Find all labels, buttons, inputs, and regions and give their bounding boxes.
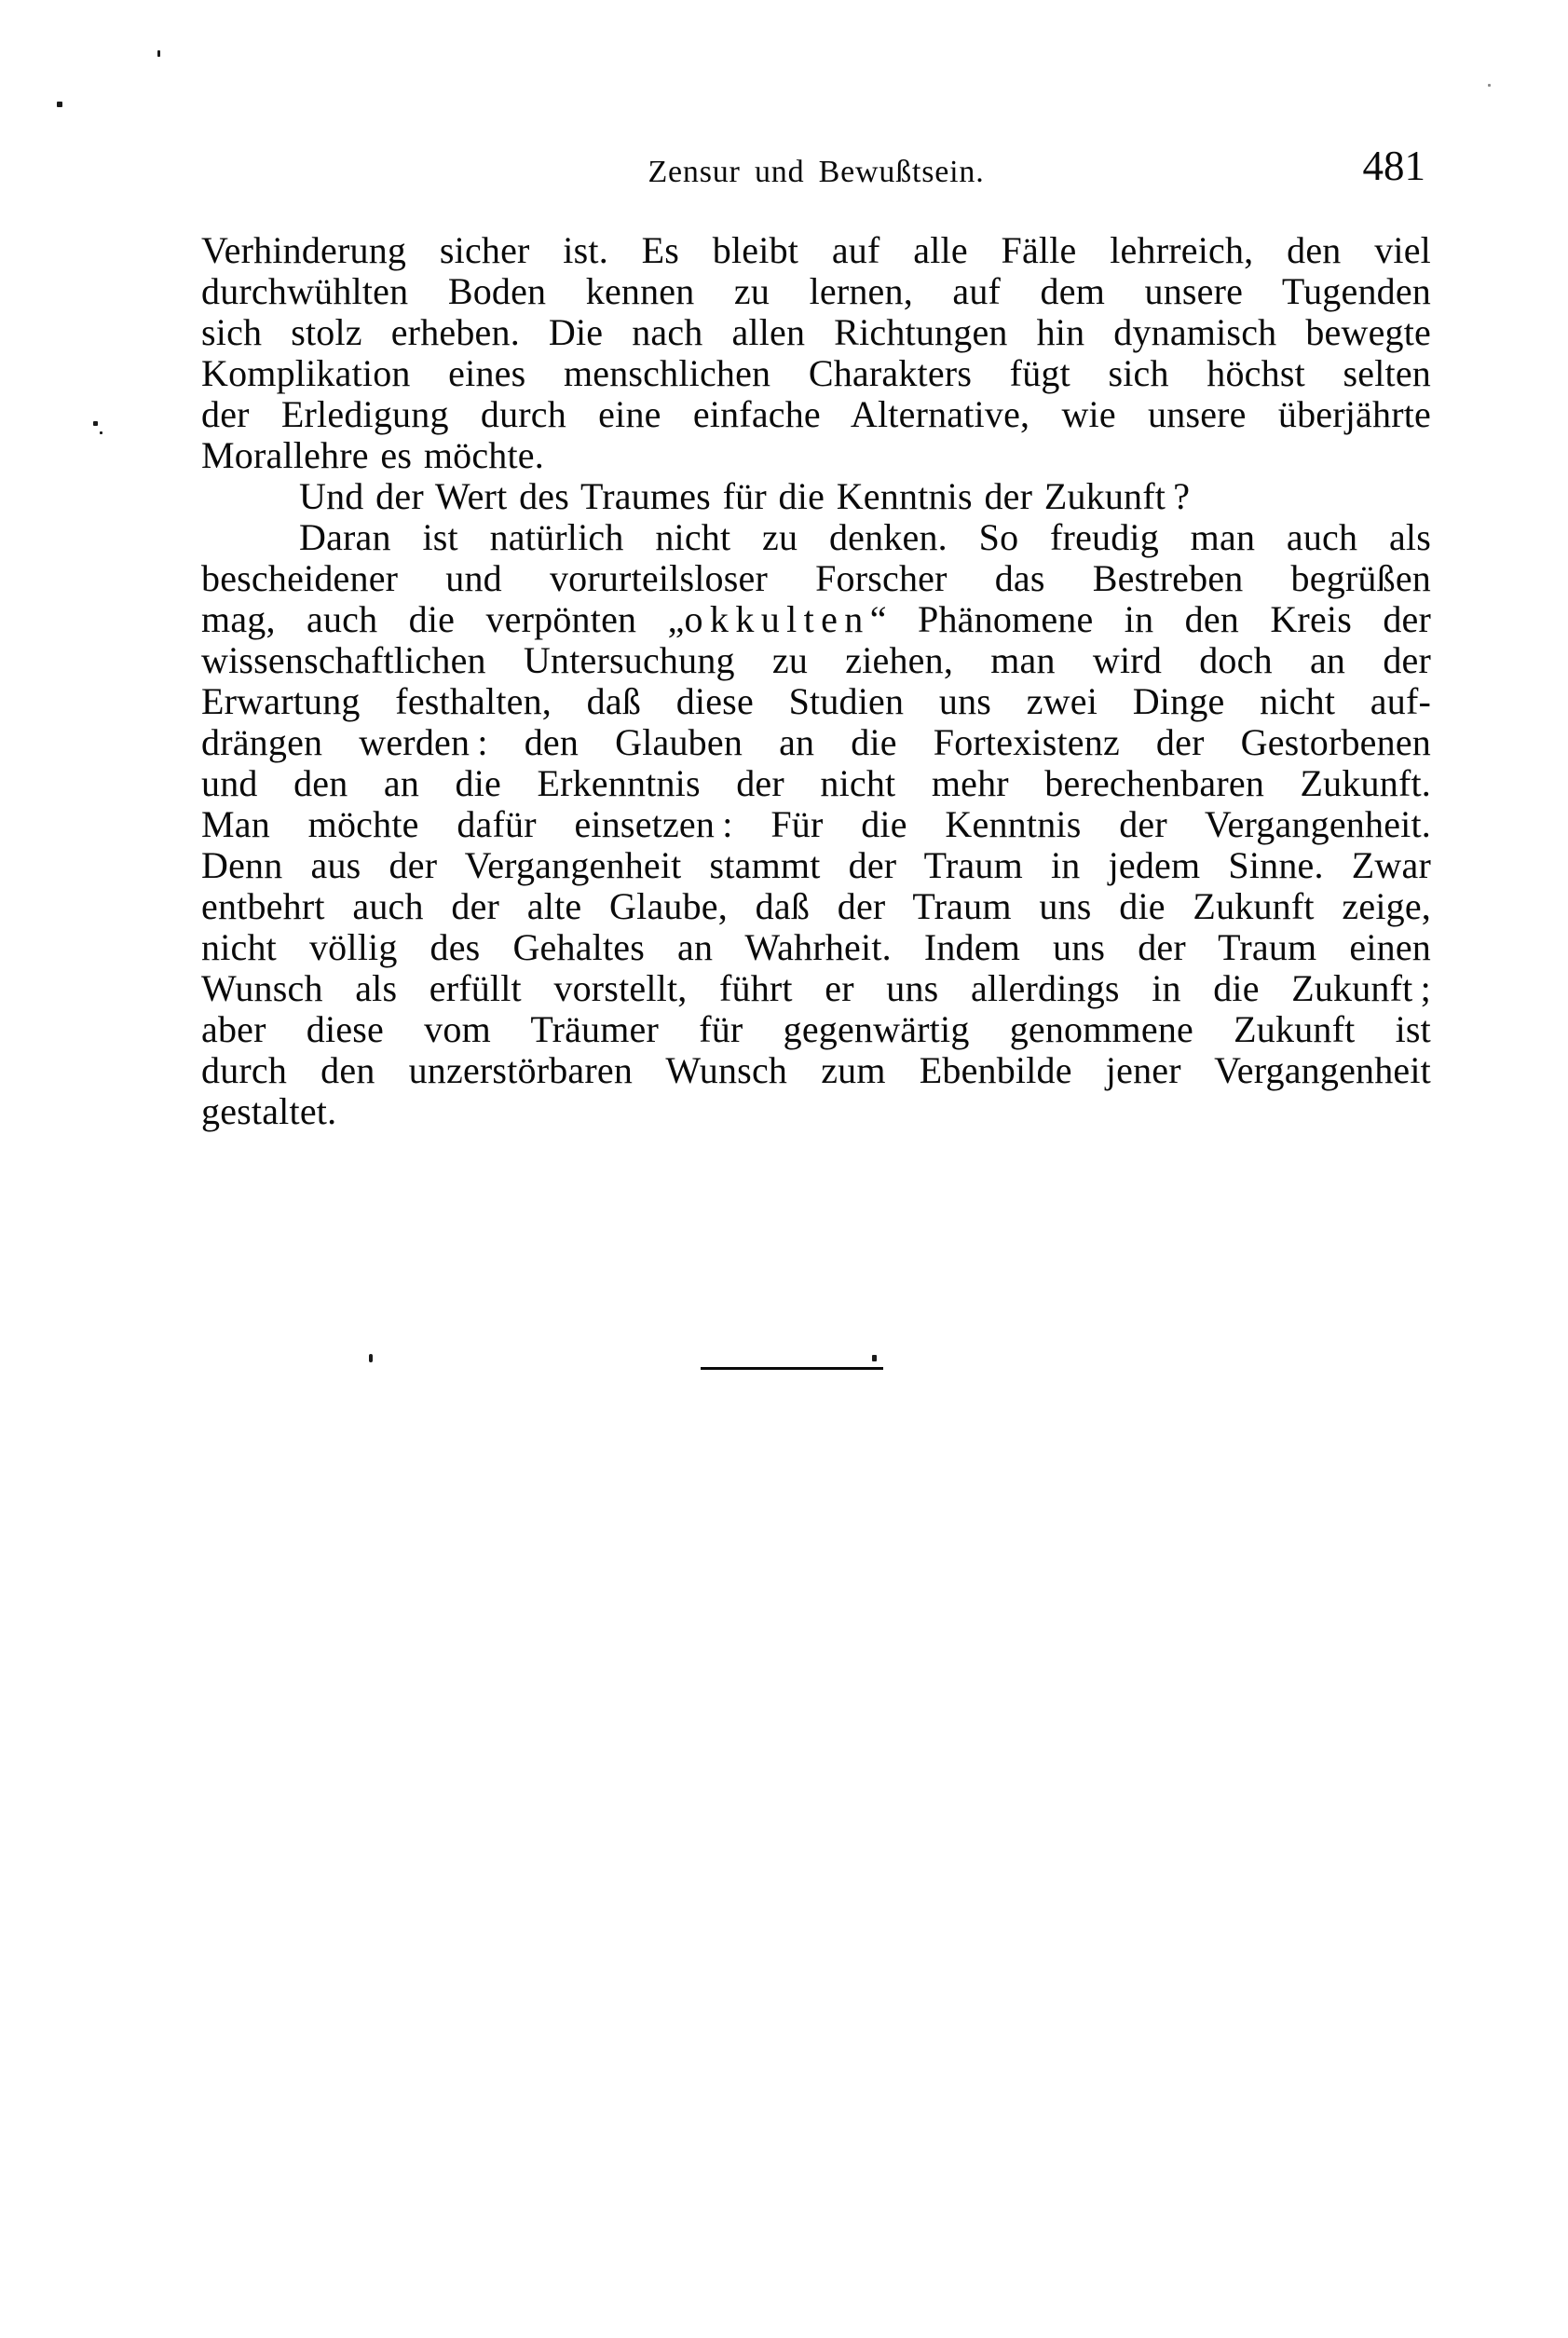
- text-line: Komplikation eines menschlichen Charakters fügt sich höchst selten: [201, 352, 1431, 394]
- text-line: Erwartung festhalten, daß diese Studien uns zwei Dinge nicht auf-: [201, 680, 1431, 722]
- scan-speck: [57, 102, 62, 107]
- paragraph: [201, 476, 1431, 517]
- scan-speck: [1488, 84, 1491, 87]
- section-divider-rule: [701, 1367, 883, 1370]
- running-head-title: Zensur und Bewußtsein.: [648, 155, 985, 189]
- scan-speck: [369, 1354, 373, 1362]
- text-line: Daran ist natürlich nicht zu denken. So freudig man auch als: [299, 516, 1431, 558]
- text-line: Verhinderung sicher ist. Es bleibt auf alle Fälle lehrreich, den viel: [201, 229, 1431, 271]
- text-line: sich stolz erheben. Die nach allen Richtungen hin dynamisch bewegte: [201, 311, 1431, 353]
- text-line: Denn aus der Vergangenheit stammt der Traum in jedem Sinne. Zwar: [201, 844, 1431, 886]
- text-segment: “ Phänomene in den Kreis der: [869, 598, 1432, 640]
- text-line: Morallehre es möchte.: [201, 434, 544, 476]
- text-line: drängen werden : den Glauben an die Fortexistenz der Gestorbenen: [201, 721, 1431, 763]
- scan-speck: [100, 431, 102, 434]
- text-line: Man möchte dafür einsetzen : Für die Kenntnis der Vergangenheit.: [201, 803, 1431, 845]
- text-line: durchwühlten Boden kennen zu lernen, auf dem unsere Tugenden: [201, 270, 1431, 312]
- paragraph: [201, 230, 1431, 476]
- paragraph: [201, 517, 1431, 1132]
- text-line: nicht völlig des Gehaltes an Wahrheit. Indem uns der Traum einen: [201, 926, 1431, 968]
- text-line: Und der Wert des Traumes für die Kenntnis der Zukunft ?: [299, 475, 1191, 517]
- text-segment: mag, auch die verpönten „: [201, 598, 685, 640]
- text-line: entbehrt auch der alte Glaube, daß der Traum uns die Zukunft zeige,: [201, 885, 1431, 927]
- text-line: der Erledigung durch eine einfache Alternative, wie unsere überjährte: [201, 393, 1431, 435]
- text-line: [201, 599, 1431, 640]
- text-line: gestaltet.: [201, 1090, 337, 1132]
- text-line: und den an die Erkenntnis der nicht mehr berechenbaren Zukunft.: [201, 762, 1431, 804]
- text-line: wissenschaftlichen Untersuchung zu ziehen, man wird doch an der: [201, 639, 1431, 681]
- text-line: bescheidener und vorurteilsloser Forscher das Bestreben begrüßen: [201, 557, 1431, 599]
- scan-speck: [93, 421, 98, 426]
- scan-speck: [872, 1355, 877, 1361]
- letterspaced-word: okkulten: [684, 598, 870, 640]
- body-text: [201, 230, 1431, 1132]
- scan-speck: [157, 50, 160, 57]
- text-line: Wunsch als erfüllt vorstellt, führt er uns allerdings in die Zukunft ;: [201, 967, 1431, 1009]
- page-number: 481: [1362, 143, 1425, 189]
- text-line: aber diese vom Träumer für gegenwärtig genommene Zukunft ist: [201, 1008, 1431, 1050]
- text-line: durch den unzerstörbaren Wunsch zum Ebenbilde jener Vergangenheit: [201, 1049, 1431, 1091]
